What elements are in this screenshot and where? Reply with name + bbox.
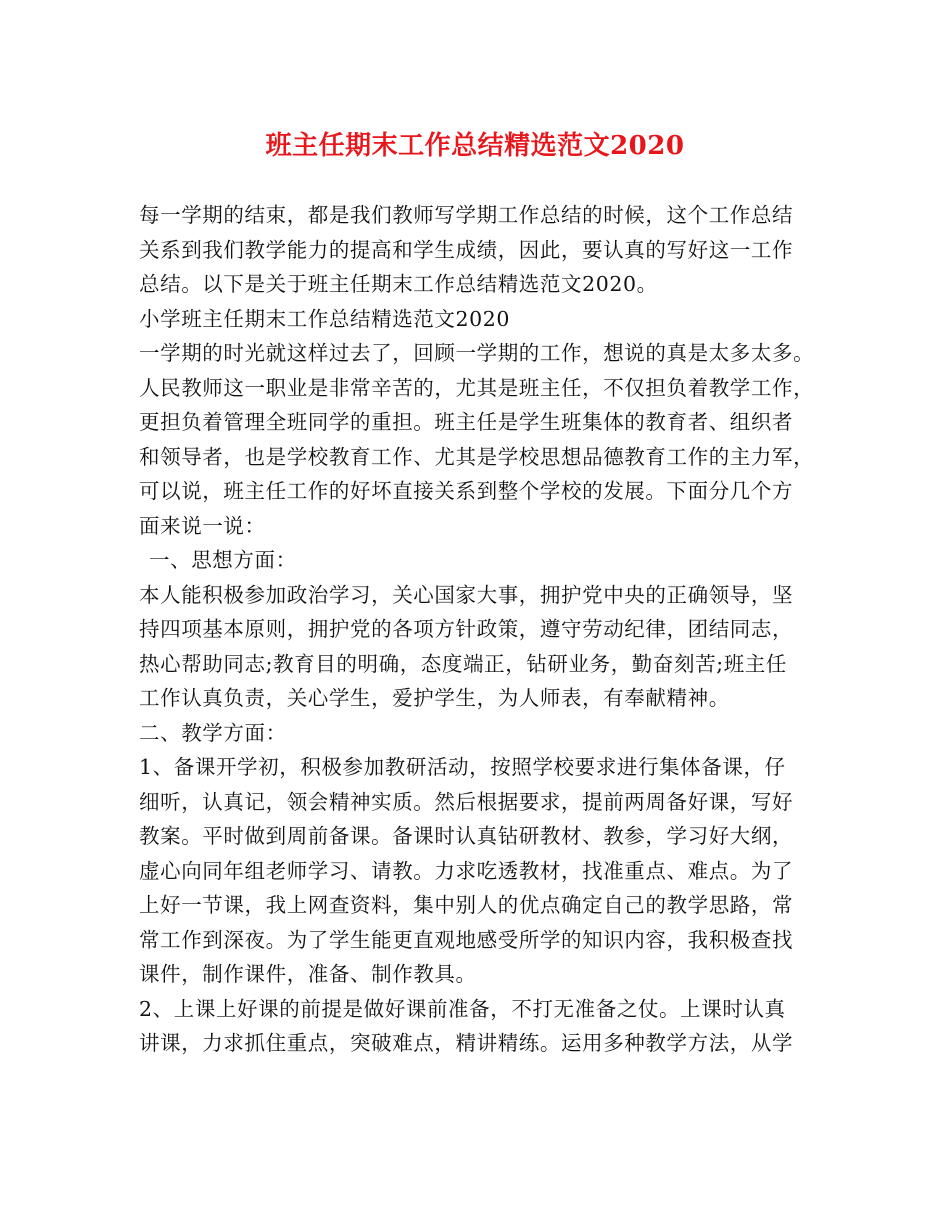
document-title: 班主任期末工作总结精选范文2020 (265, 131, 685, 161)
paragraph-line: 和领导者，也是学校教育工作、尤其是学校思想品德教育工作的主力军， (139, 444, 815, 469)
paragraph-line: 工作认真负责，关心学生，爱护学生，为人师表，有奉献精神。 (139, 686, 730, 710)
paragraph-line: 一学期的时光就这样过去了，回顾一学期的工作，想说的真是太多太多。 (139, 341, 815, 365)
paragraph-line: 人民教师这一职业是非常辛苦的，尤其是班主任，不仅担负着教学工作， (139, 375, 815, 400)
paragraph-line: 上好一节课，我上网查资料，集中别人的优点确定自己的教学思路，常 (139, 893, 794, 917)
section-heading: 小学班主任期末工作总结精选范文2020 (139, 306, 511, 331)
paragraph-line: 更担负着管理全班同学的重担。班主任是学生班集体的教育者、组织者 (139, 410, 794, 434)
paragraph-line: 总结。以下是关于班主任期末工作总结精选范文2020。 (139, 272, 658, 296)
paragraph-line: 热心帮助同志;教育目的明确，态度端正，钻研业务，勤奋刻苦;班主任 (139, 651, 788, 676)
paragraph-line: 虚心向同年组老师学习、请教。力求吃透教材，找准重点、难点。为了 (139, 858, 794, 883)
paragraph-line: 常工作到深夜。为了学生能更直观地感受所学的知识内容，我积极查找 (139, 927, 794, 952)
paragraph-line: 1、备课开学初，积极参加教研活动，按照学校要求进行集体备课，仔 (139, 755, 786, 779)
document-body (139, 198, 829, 1061)
paragraph-line: 课件，制作课件，准备、制作教具。 (139, 962, 477, 986)
paragraph-line: 关系到我们教学能力的提高和学生成绩，因此，要认真的写好这一工作 (139, 237, 794, 262)
paragraph-line: 教案。平时做到周前备课。备课时认真钻研教材、教参，学习好大纲， (139, 824, 794, 848)
paragraph-line: 2、上课上好课的前提是做好课前准备，不打无准备之仗。上课时认真 (139, 996, 786, 1021)
section-heading: 二、教学方面： (139, 720, 287, 745)
section-heading: 一、思想方面： (149, 548, 297, 572)
paragraph-line: 持四项基本原则，拥护党的各项方针政策，遵守劳动纪律，团结同志， (139, 617, 794, 641)
paragraph-line: 面来说一说： (139, 513, 266, 538)
paragraph-line: 每一学期的结束，都是我们教师写学期工作总结的时候，这个工作总结 (139, 203, 794, 227)
paragraph-line: 可以说，班主任工作的好坏直接关系到整个学校的发展。下面分几个方 (139, 479, 794, 503)
paragraph-line: 讲课，力求抓住重点，突破难点，精讲精练。运用多种教学方法，从学 (139, 1031, 794, 1055)
paragraph-line: 细听，认真记，领会精神实质。然后根据要求，提前两周备好课，写好 (139, 789, 794, 814)
paragraph-line: 本人能积极参加政治学习，关心国家大事，拥护党中央的正确领导，坚 (139, 582, 794, 607)
